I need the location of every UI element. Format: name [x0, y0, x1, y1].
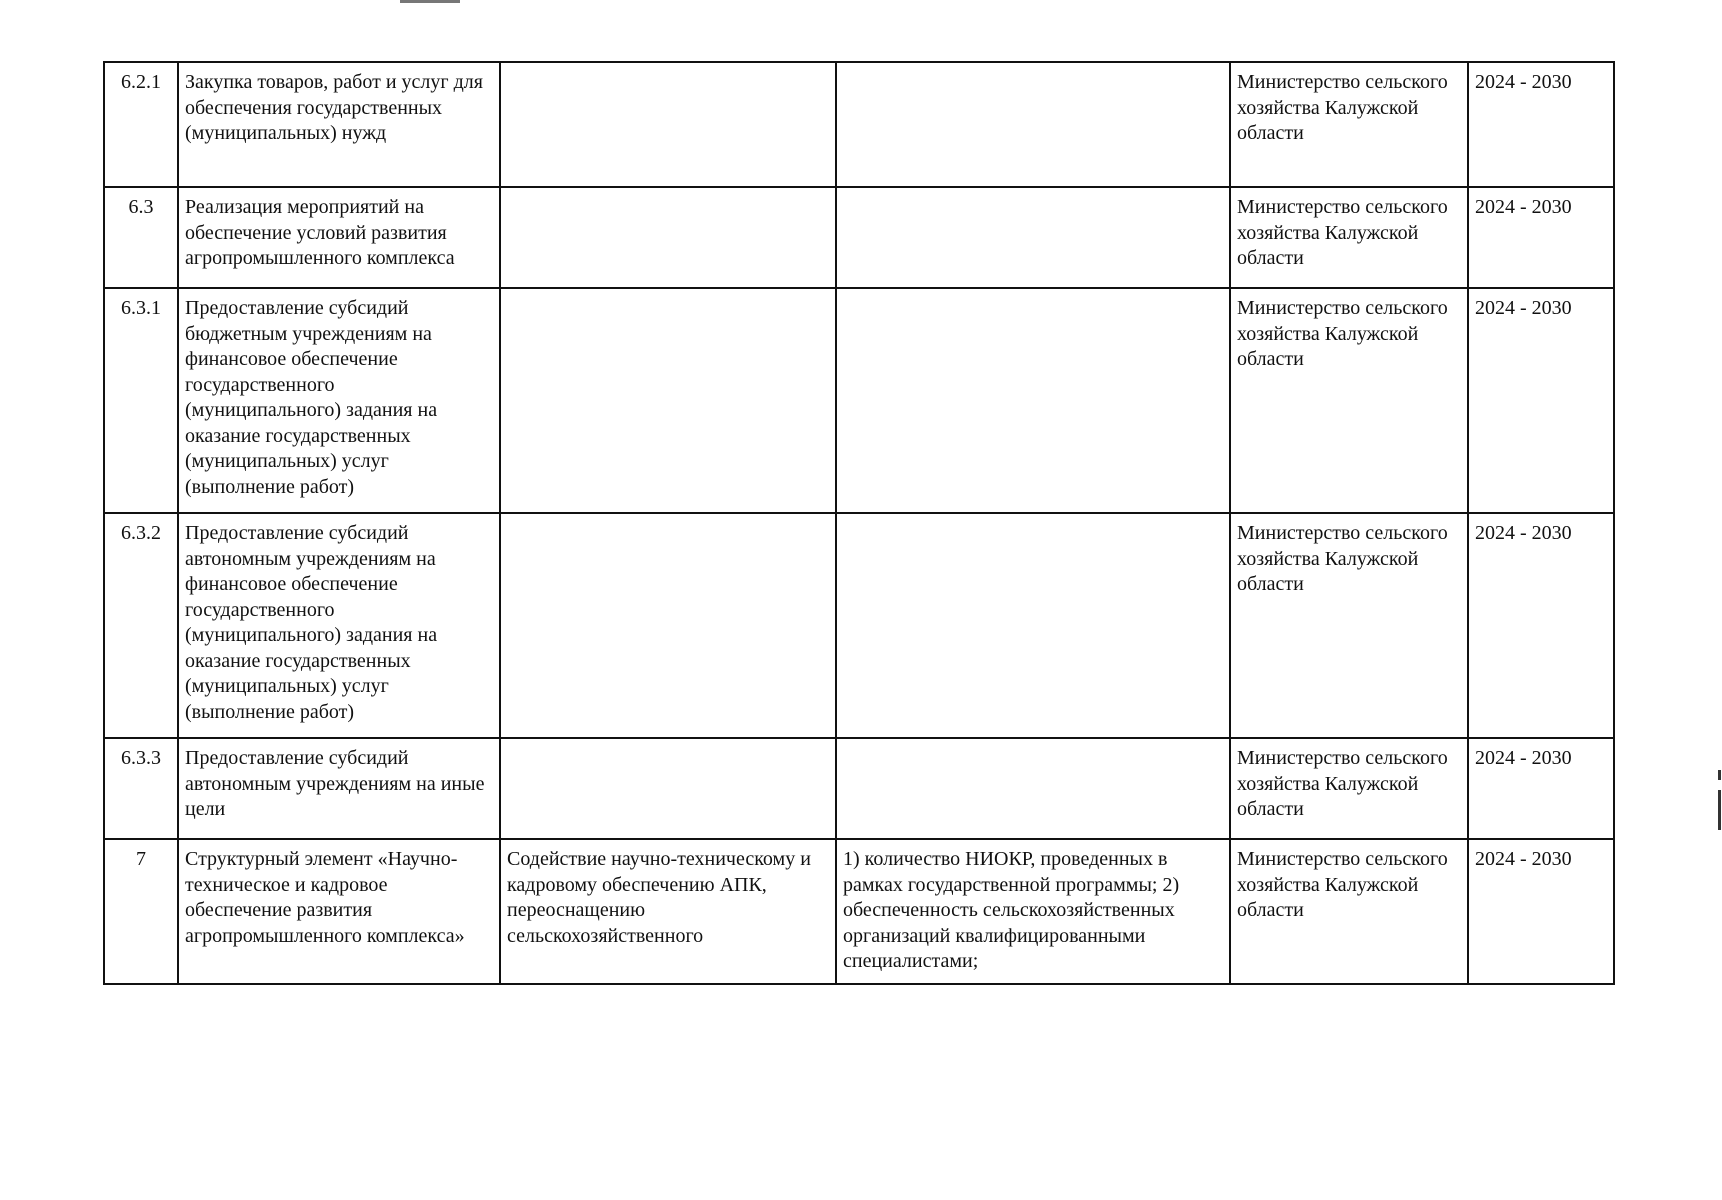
period-cell: 2024 - 2030 [1468, 513, 1614, 738]
row-number-cell: 6.3.3 [104, 738, 178, 839]
executor-cell: Министерство сельского хозяйства Калужской области [1230, 288, 1468, 513]
scan-artifact-right [1718, 790, 1721, 830]
indicators-cell [836, 187, 1230, 288]
executor-cell: Министерство сельского хозяйства Калужской области [1230, 839, 1468, 984]
period-cell: 2024 - 2030 [1468, 288, 1614, 513]
measure-name-cell: Структурный элемент «Научно-техническое и кадровое обеспечение развития агропромышленного комплекса» [178, 839, 500, 984]
period-cell: 2024 - 2030 [1468, 62, 1614, 187]
indicators-cell [836, 62, 1230, 187]
task-cell: Содействие научно-техническому и кадровому обеспечению АПК, переоснащению сельскохозяйственного [500, 839, 836, 984]
table-row [104, 187, 1614, 288]
scan-artifact-right-short [1718, 770, 1721, 780]
row-number-cell: 6.3.2 [104, 513, 178, 738]
task-cell [500, 62, 836, 187]
row-number-cell: 7 [104, 839, 178, 984]
table-row [104, 288, 1614, 513]
table-row [104, 738, 1614, 839]
task-cell [500, 513, 836, 738]
executor-cell: Министерство сельского хозяйства Калужской области [1230, 187, 1468, 288]
indicators-cell [836, 738, 1230, 839]
executor-cell: Министерство сельского хозяйства Калужской области [1230, 738, 1468, 839]
task-cell [500, 187, 836, 288]
executor-cell: Министерство сельского хозяйства Калужской области [1230, 62, 1468, 187]
measure-name-cell: Закупка товаров, работ и услуг для обеспечения государственных (муниципальных) нужд [178, 62, 500, 187]
indicators-cell [836, 288, 1230, 513]
table-row [104, 839, 1614, 984]
row-number-cell: 6.3 [104, 187, 178, 288]
period-cell: 2024 - 2030 [1468, 187, 1614, 288]
measure-name-cell: Предоставление субсидий автономным учреждениям на иные цели [178, 738, 500, 839]
period-cell: 2024 - 2030 [1468, 738, 1614, 839]
indicators-cell: 1) количество НИОКР, проведенных в рамках государственной программы; 2) обеспеченность сельскохозяйственных организаций квалифицированными специалистами; [836, 839, 1230, 984]
task-cell [500, 738, 836, 839]
row-number-cell: 6.3.1 [104, 288, 178, 513]
indicators-cell [836, 513, 1230, 738]
period-cell: 2024 - 2030 [1468, 839, 1614, 984]
executor-cell: Министерство сельского хозяйства Калужской области [1230, 513, 1468, 738]
measure-name-cell: Предоставление субсидий бюджетным учреждениям на финансовое обеспечение государственного (муниципального) задания на оказание государственных (муниципальных) услуг (выполнение работ) [178, 288, 500, 513]
scan-artifact-top [400, 0, 460, 3]
program-measures-table [103, 61, 1615, 985]
table-row [104, 513, 1614, 738]
task-cell [500, 288, 836, 513]
table-row [104, 62, 1614, 187]
measure-name-cell: Реализация мероприятий на обеспечение условий развития агропромышленного комплекса [178, 187, 500, 288]
measure-name-cell: Предоставление субсидий автономным учреждениям на финансовое обеспечение государственного (муниципального) задания на оказание государственных (муниципальных) услуг (выполнение работ) [178, 513, 500, 738]
row-number-cell: 6.2.1 [104, 62, 178, 187]
